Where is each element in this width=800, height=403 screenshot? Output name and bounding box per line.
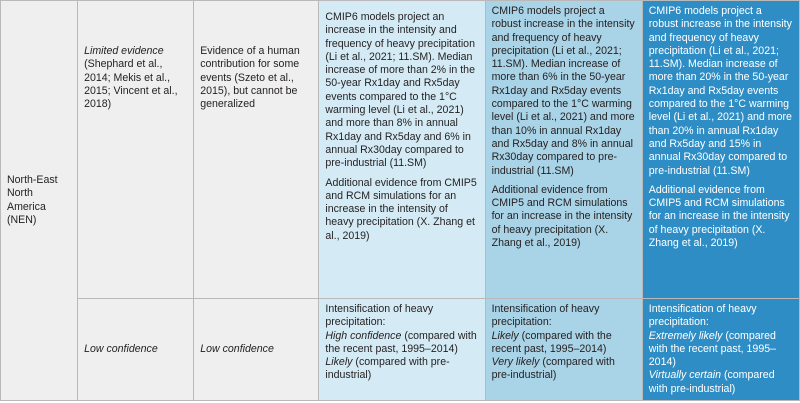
likelihood-detail: (compared with the recent past, 1995–2014) [325, 329, 477, 355]
likelihood-detail: (compared with pre-industrial) [325, 356, 450, 382]
likelihood-detail: (compared with pre-industrial) [648, 369, 775, 395]
projection-low-cell [319, 299, 485, 401]
projection-low-cell [319, 1, 485, 299]
table-row [1, 1, 800, 299]
likelihood-line [649, 369, 793, 396]
likelihood-detail: (compared with the recent past, 1995–2014) [491, 329, 612, 355]
projection-heading: Intensification of heavy precipitation: [648, 303, 757, 329]
observed-cell [78, 1, 194, 299]
attribution-confidence: Low confidence [200, 342, 274, 355]
attribution-cell [194, 1, 319, 299]
likelihood-term: Virtually certain [648, 369, 722, 382]
likelihood-term: Likely [491, 329, 519, 342]
likelihood-line [492, 330, 636, 357]
region-cell [1, 1, 78, 401]
projection-mid-cell [485, 299, 642, 401]
projection-heading: Intensification of heavy precipitation: [325, 303, 434, 329]
observed-cell [78, 299, 194, 401]
projection-additional-text: Additional evidence from CMIP5 and RCM simulations for an increase in the intensity of heavy precipitation (X. Zhang et al., 2019) [648, 183, 790, 250]
projection-additional-text: Additional evidence from CMIP5 and RCM simulations for an increase in the intensity of heavy precipitation (X. Zhang et al., 2019) [325, 176, 477, 242]
projection-text: CMIP6 models project a robust increase in the intensity and frequency of heavy precipitation (Li et al., 2021; 11.SM). Median increase of more than 6% in the 50-year Rx1day and Rx5day events compared to the 1°C warming level (Li et al., 2021) and more than 10% in annual Rx1day and Rx5day and 8% in annual Rx30day compared to pre-industrial (11.SM) [491, 5, 635, 177]
likelihood-line [325, 356, 478, 383]
likelihood-line [492, 356, 636, 383]
observed-confidence: Low confidence [84, 342, 158, 355]
likelihood-term: Likely [325, 356, 353, 369]
likelihood-term: Extremely likely [648, 329, 723, 342]
likelihood-term: Very likely [491, 356, 540, 369]
likelihood-term: High confidence [325, 329, 402, 342]
attribution-text: Evidence of a human contribution for some events (Szeto et al., 2015), but cannot be generalized [200, 45, 300, 111]
projection-high-cell [642, 299, 799, 401]
projection-heading: Intensification of heavy precipitation: [491, 303, 600, 329]
likelihood-detail: (compared with the recent past, 1995–2014) [648, 329, 776, 369]
projection-text: CMIP6 models project a robust increase in the intensity and frequency of heavy precipitation (Li et al., 2021; 11.SM). Median increase of more than 20% in the 50-year Rx1day and Rx5day events compared to the 1°C warming level (Li et al., 2021) and more than 20% in annual Rx1day and Rx5day and 15% in annual Rx30day compared to pre-industrial (11.SM) [648, 5, 792, 177]
projection-text: CMIP6 models project an increase in the intensity and frequency of heavy precipitation (Li et al., 2021; 11.SM). Median increase of more than 2% in the 50-year Rx1day and Rx5day events compared to the 1°C warming level (Li et al., 2021) and more than 8% in annual Rx1day and Rx5day and 6% in annual Rx30day compared to pre-industrial (11.SM) [325, 11, 475, 170]
attribution-cell [194, 299, 319, 401]
table-row [1, 299, 800, 401]
likelihood-line [325, 330, 478, 357]
projection-additional-text: Additional evidence from CMIP5 and RCM simulations for an increase in the intensity of heavy precipitation (X. Zhang et al., 2019) [491, 183, 633, 250]
projection-high-cell [642, 1, 799, 299]
likelihood-detail: (compared with pre-industrial) [491, 356, 615, 382]
observed-confidence: Limited evidence [84, 45, 164, 57]
region-label: North-East North America (NEN) [7, 173, 58, 226]
observed-references: (Shephard et al., 2014; Mekis et al., 2015; Vincent et al., 2018) [84, 58, 178, 111]
likelihood-line [649, 330, 793, 370]
projection-mid-cell [485, 1, 642, 299]
